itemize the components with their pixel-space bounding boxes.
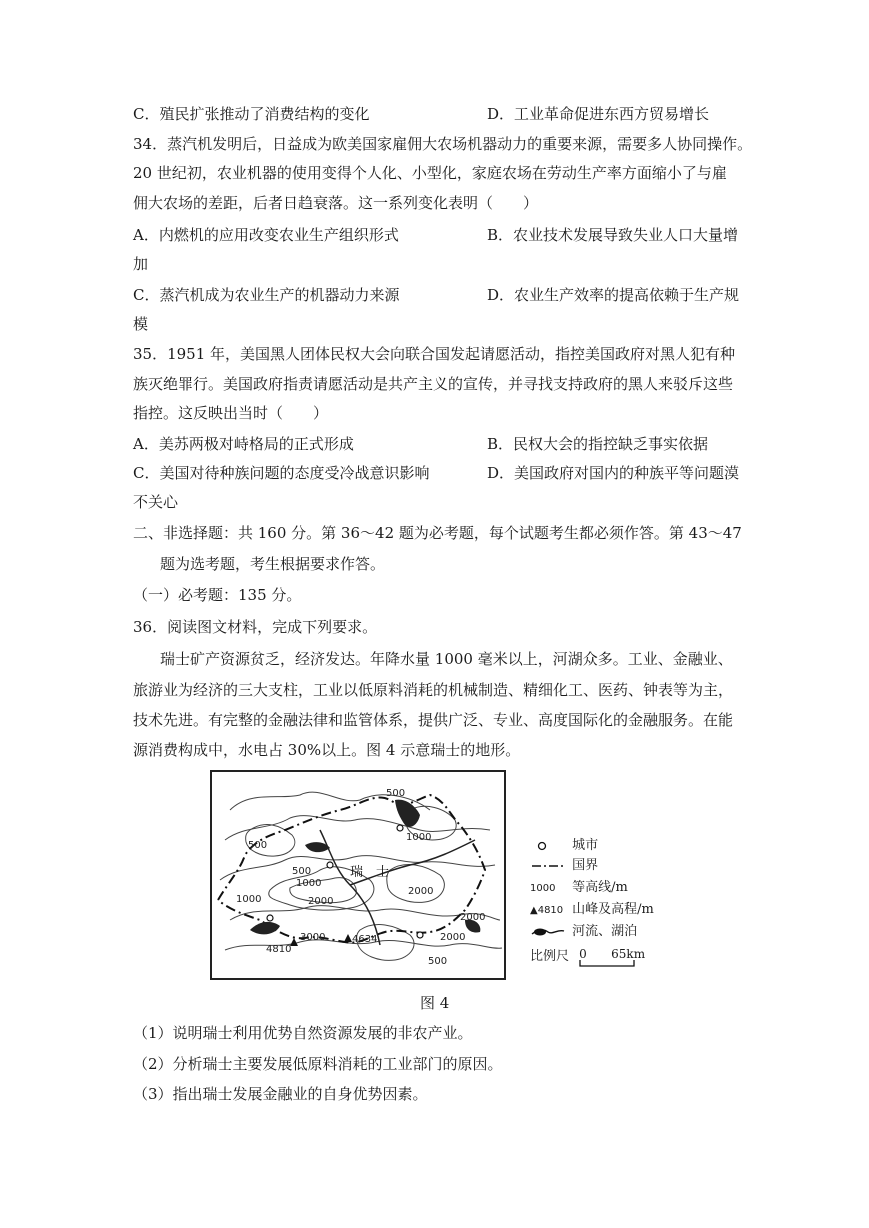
peak-label: 4810	[266, 944, 292, 955]
section2-heading-line2: 题为选考题，考生根据要求作答。	[160, 555, 386, 573]
scale-zero: 0	[579, 947, 587, 961]
q33-option-c: C．殖民扩张推动了消费结构的变化	[133, 105, 370, 123]
contour-label: 500	[292, 866, 312, 877]
q36-material-line1: 瑞士矿产资源贫乏，经济发达。年降水量 1000 毫米以上，河湖众多。工业、金融业、	[160, 650, 733, 668]
q34-option-a: A．内燃机的应用改变农业生产组织形式	[133, 226, 399, 244]
peak-label: 4634	[352, 934, 378, 945]
legend-city: 城市	[530, 838, 598, 855]
section2-heading-line1: 二、非选择题：共 160 分。第 36～42 题为必考题，每个试题考生都必须作答。第 43～47	[133, 524, 742, 542]
q34-stem-line3: 佣大农场的差距，后者日趋衰落。这一系列变化表明（ ）	[133, 194, 539, 212]
contour-label: 2000	[408, 886, 434, 897]
legend-contour: 1000 等高线/m	[530, 880, 628, 895]
q35-stem-line1: 35．1951 年，美国黑人团体民权大会向联合国发起请愿活动，指控美国政府对黑人犯有种	[133, 345, 736, 363]
q34-option-b-cont: 加	[133, 255, 149, 273]
contour-label: 2000	[460, 912, 486, 923]
q36-material-line2: 旅游业为经济的三大支柱，工业以低原料消耗的机械制造、精细化工、医药、钟表等为主，	[133, 681, 734, 699]
contour-label: 3000	[300, 932, 326, 943]
legend-peak: ▲4810 山峰及高程/m	[530, 902, 654, 917]
figure-caption: 图 4	[420, 994, 450, 1012]
required-section-heading: （一）必考题：135 分。	[133, 586, 302, 604]
q35-stem-line2: 族灭绝罪行。美国政府指责请愿活动是共产主义的宣传，并寻找支持政府的黑人来驳斥这些	[133, 375, 734, 393]
scale-value: 65km	[611, 947, 646, 961]
contour-label: 500	[386, 788, 406, 799]
q34-option-d: D．农业生产效率的提高依赖于生产规	[487, 286, 740, 304]
contour-label: 500	[428, 956, 448, 967]
q34-stem-line1: 34．蒸汽机发明后，日益成为欧美国家雇佣大农场机器动力的重要来源，需要多人协同操作。	[133, 135, 753, 153]
peak-sample: 4810	[537, 905, 564, 916]
q35-option-c: C．美国对待种族问题的态度受冷战意识影响	[133, 464, 430, 482]
contour-label: 1000	[406, 832, 432, 843]
q36-intro: 36．阅读图文材料，完成下列要求。	[133, 618, 378, 636]
q36-material-line4: 源消费构成中，水电占 30%以上。图 4 示意瑞士的地形。	[133, 741, 521, 759]
q35-option-a: A．美苏两极对峙格局的正式形成	[133, 435, 354, 453]
q34-option-d-cont: 模	[133, 315, 149, 333]
q35-stem-line3: 指控。这反映出当时（ ）	[133, 404, 329, 422]
q33-option-d: D．工业革命促进东西方贸易增长	[487, 105, 710, 123]
q36-subquestion-3: （3）指出瑞士发展金融业的自身优势因素。	[133, 1085, 428, 1103]
contour-sample: 1000	[530, 883, 556, 894]
q34-stem-line2: 20 世纪初，农业机器的使用变得个人化、小型化，家庭农场在劳动生产率方面缩小了与雇	[133, 164, 727, 182]
q35-option-b: B．民权大会的指控缺乏事实依据	[487, 435, 709, 453]
q36-subquestion-1: （1）说明瑞士利用优势自然资源发展的非农产业。	[133, 1024, 473, 1042]
contour-label: 2000	[440, 932, 466, 943]
switzerland-terrain-map	[210, 770, 506, 980]
q36-subquestion-2: （2）分析瑞士主要发展低原料消耗的工业部门的原因。	[133, 1055, 503, 1073]
q35-option-d-cont: 不关心	[133, 493, 179, 511]
contour-label: 2000	[308, 896, 334, 907]
legend-river: 河流、湖泊	[530, 924, 637, 941]
country-label: 瑞 士	[350, 865, 390, 880]
contour-label: 1000	[296, 878, 322, 889]
map-legend	[530, 834, 690, 974]
legend-border: 国界	[572, 858, 599, 873]
contour-label: 500	[248, 840, 268, 851]
q34-option-c: C．蒸汽机成为农业生产的机器动力来源	[133, 286, 400, 304]
legend-scale: 比例尺 0 65km	[530, 947, 646, 964]
q36-material-line3: 技术先进。有完整的金融法律和监管体系，提供广泛、专业、高度国际化的金融服务。在能	[133, 711, 734, 729]
q35-option-d: D．美国政府对国内的种族平等问题漠	[487, 464, 740, 482]
contour-label: 1000	[236, 894, 262, 905]
q34-option-b: B．农业技术发展导致失业人口大量增	[487, 226, 739, 244]
